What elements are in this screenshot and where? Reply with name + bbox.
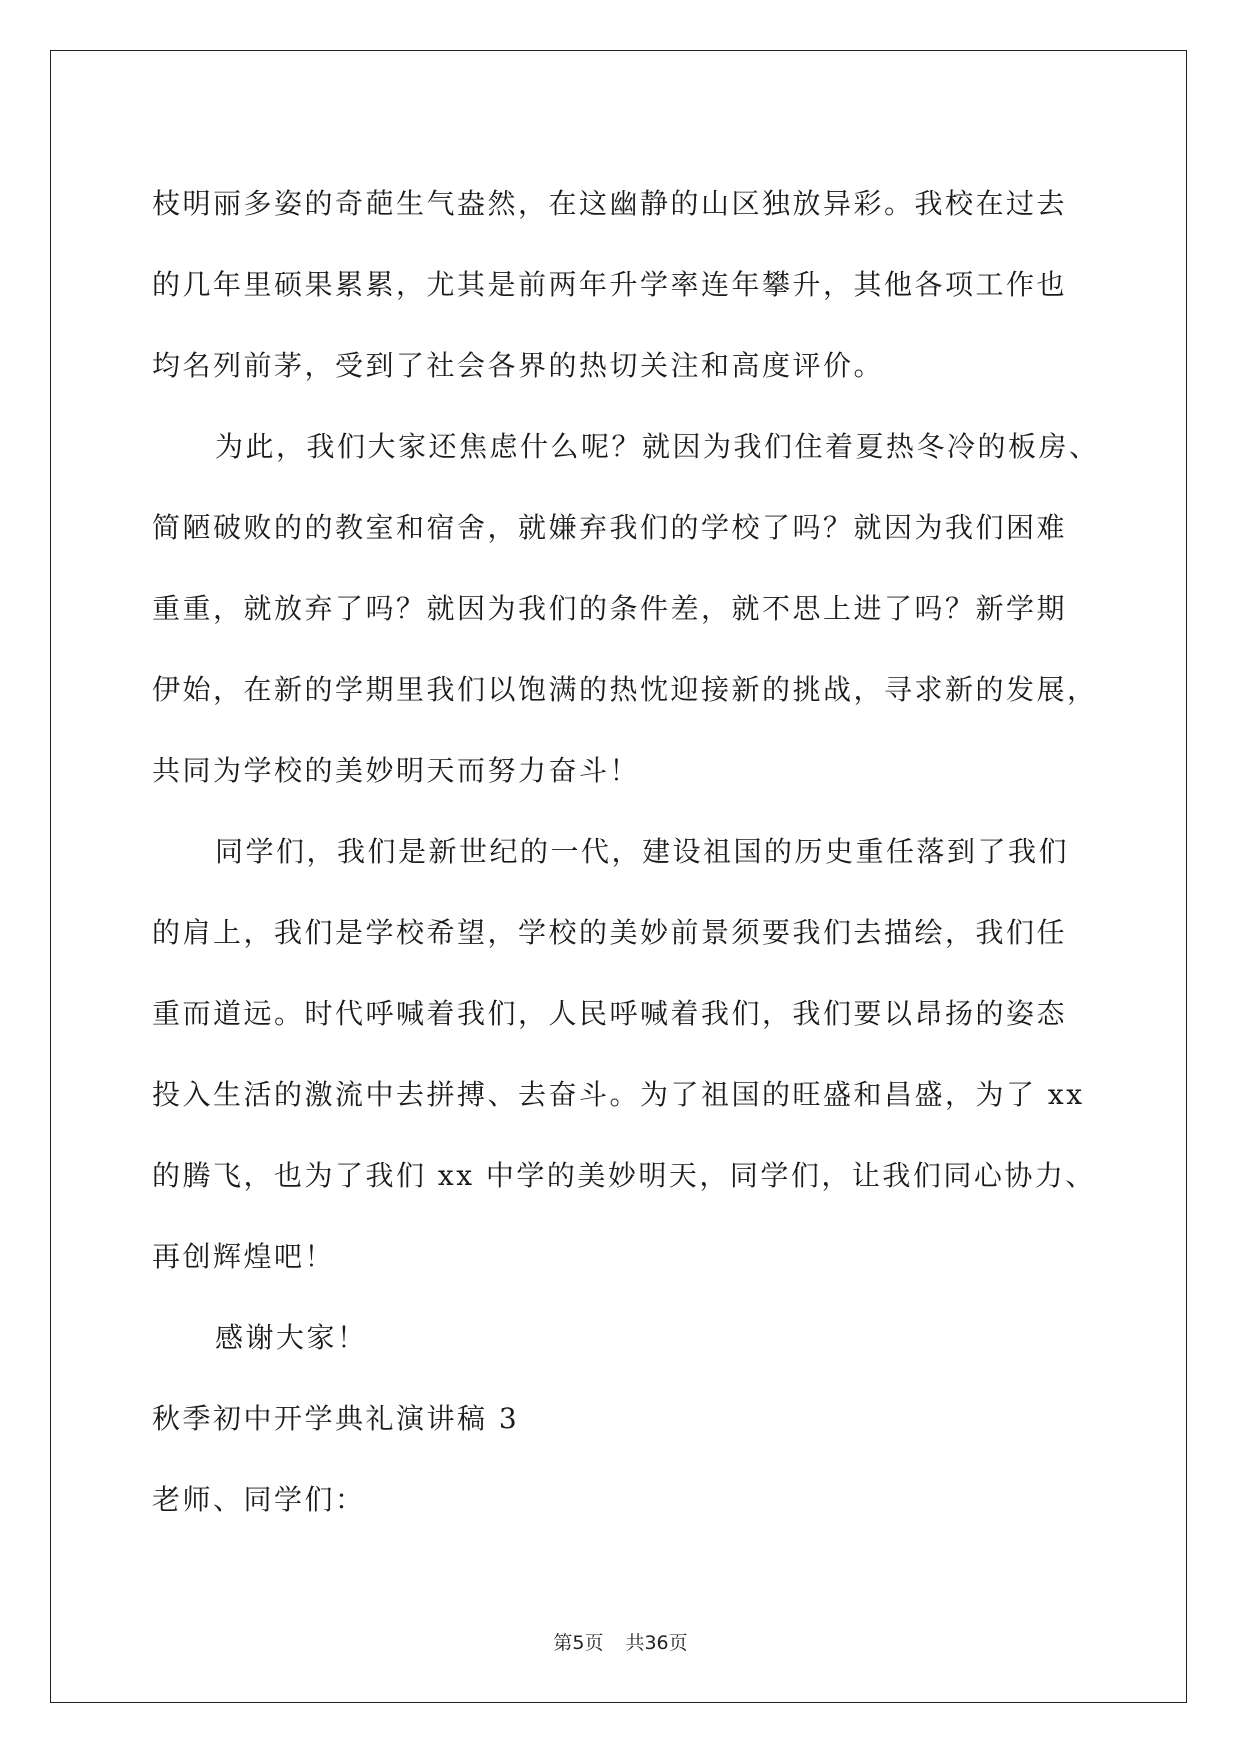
salutation-line: 老师、同学们： [152, 1483, 366, 1516]
text-line: 重而道远。时代呼喊着我们，人民呼喊着我们，我们要以昂扬的姿态 [152, 997, 1068, 1030]
closing-line: 感谢大家！ [215, 1321, 368, 1354]
paragraph-start-line: 为此，我们大家还焦虑什么呢？就因为我们住着夏热冬冷的板房、 [215, 430, 1100, 463]
text-line: 共同为学校的美妙明天而努力奋斗！ [152, 754, 641, 787]
text-line: 的几年里硕果累累，尤其是前两年升学率连年攀升，其他各项工作也 [152, 268, 1068, 301]
text-line: 再创辉煌吧！ [152, 1240, 336, 1273]
text-line: 简陋破败的的教室和宿舍，就嫌弃我们的学校了吗？就因为我们困难 [152, 511, 1068, 544]
total-pages: 36 [644, 1632, 669, 1654]
text-line: 伊始，在新的学期里我们以饱满的热忱迎接新的挑战，寻求新的发展， [152, 673, 1098, 706]
paragraph-start-line: 同学们，我们是新世纪的一代，建设祖国的历史重任落到了我们 [215, 835, 1070, 868]
text-line: 重重，就放弃了吗？就因为我们的条件差，就不思上进了吗？新学期 [152, 592, 1068, 625]
document-body [152, 163, 1102, 1540]
page-prefix: 第 [553, 1632, 573, 1654]
page-number: 5 [572, 1632, 585, 1654]
text-line: 均名列前茅，受到了社会各界的热切关注和高度评价。 [152, 349, 885, 382]
text-line: 的肩上，我们是学校希望，学校的美妙前景须要我们去描绘，我们任 [152, 916, 1068, 949]
text-line: 投入生活的激流中去拼搏、去奋斗。为了祖国的旺盛和昌盛，为了 xx [152, 1078, 1085, 1111]
text-line: 的腾飞，也为了我们 xx 中学的美妙明天，同学们，让我们同心协力、 [152, 1159, 1096, 1192]
total-prefix: 共 [625, 1632, 645, 1654]
page-footer [0, 1628, 1241, 1655]
total-suffix: 页 [668, 1632, 688, 1654]
section-title: 秋季初中开学典礼演讲稿 3 [152, 1402, 520, 1435]
page-suffix: 页 [584, 1632, 604, 1654]
text-line: 枝明丽多姿的奇葩生气盎然，在这幽静的山区独放异彩。我校在过去 [152, 187, 1068, 220]
